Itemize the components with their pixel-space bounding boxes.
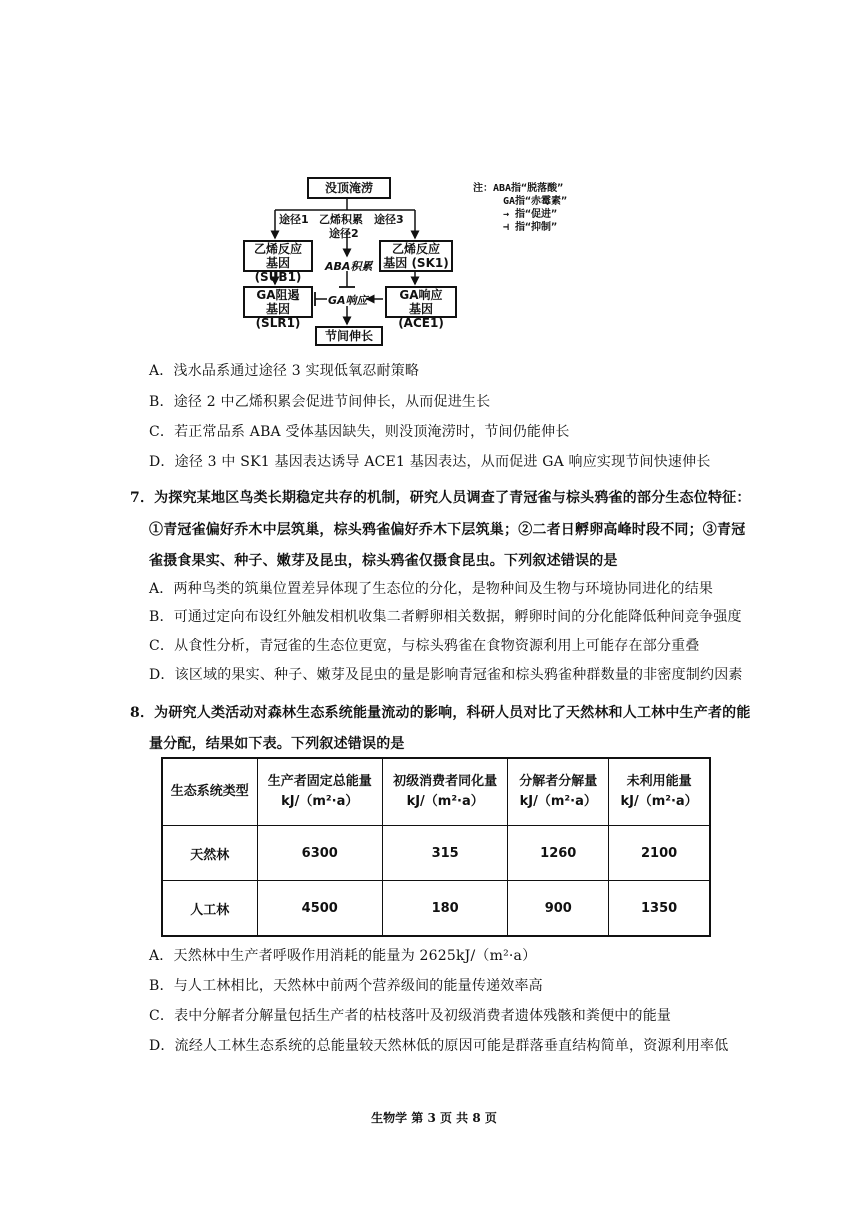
cell-unused: 2100 [609,826,710,881]
note-line-1: 注：ABA指“脱落酸” [473,183,564,194]
q8-option-a: A．天然林中生产者呼吸作用消耗的能量为 2625kJ/（m²·a） [149,948,537,964]
header-producer-unit: kJ/（m²·a） [281,794,359,809]
slr1-gene-box [243,286,313,330]
energy-table [161,757,711,937]
cell-producer: 4500 [257,881,382,937]
page-footer: 生物学 第 3 页 共 8 页 [371,1111,497,1125]
q7-option-d: D．该区域的果实、种子、嫩芽及昆虫的量是影响青冠雀和棕头鸦雀种群数量的非密度制约因素 [149,667,743,683]
q7-stem-line-2: ①青冠雀偏好乔木中层筑巢，棕头鸦雀偏好乔木下层筑巢；②二者日孵卵高峰时段不同；③青冠 [149,522,746,538]
header-unused [609,758,710,826]
table-header-row [162,758,710,826]
sub1-gene-box [243,240,313,284]
aba-label: ABA积累 [325,260,373,273]
q8-option-d: D．流经人工林生态系统的总能量较天然林低的原因可能是群落垂直结构简单，资源利用率低 [149,1038,729,1054]
q8-option-b: B．与人工林相比，天然林中前两个营养级间的能量传递效率高 [149,978,543,994]
q6-option-a: A．浅水品系通过途径 3 实现低氧忍耐策略 [149,363,420,379]
note-line-3: → 指“促进” [503,209,558,220]
q7-stem-line-1: 7．为探究某地区鸟类长期稳定共存的机制，研究人员调查了青冠雀与棕头鸦雀的部分生态位特征： [130,490,751,506]
internode-elongation-box: 节间伸长 [315,326,383,346]
cell-decomposer: 900 [508,881,609,937]
ace1-line1: GA响应 [399,288,443,302]
q8-stem-line-2: 量分配，结果如下表。下列叙述错误的是 [149,736,405,752]
path3-label: 途径3 [374,213,404,226]
header-decomposer-label: 分解者分解量 [519,774,598,789]
q8-option-c: C．表中分解者分解量包括生产者的枯枝落叶及初级消费者遗体残骸和粪便中的能量 [149,1008,672,1024]
cell-decomposer: 1260 [508,826,609,881]
sub1-line2: 基因 (SUB1) [254,256,302,284]
path2-label: 途径2 [329,227,359,240]
cell-type: 天然林 [162,826,257,881]
q7-option-a: A．两种鸟类的筑巢位置差异体现了生态位的分化，是物种间及生物与环境协同进化的结果 [149,581,714,597]
header-unused-unit: kJ/（m²·a） [620,794,698,809]
cell-consumer: 315 [382,826,507,881]
table-row [162,826,710,881]
cell-type: 人工林 [162,881,257,937]
diagram-note [473,182,567,234]
note-line-4: ⊣ 指“抑制” [503,222,558,233]
pathway-diagram [235,172,475,347]
header-producer-label: 生产者固定总能量 [267,774,372,789]
path1-label: 途径1 [279,213,309,226]
cell-unused: 1350 [609,881,710,937]
q7-option-b: B．可通过定向布设红外触发相机收集二者孵卵相关数据，孵卵时间的分化能降低种间竞争强度 [149,609,742,625]
header-consumer [382,758,507,826]
slr1-line2: 基因 (SLR1) [255,302,301,330]
ethylene-label: 乙烯积累 [319,213,363,226]
sk1-line1: 乙烯反应 [391,242,440,256]
sk1-gene-box [379,240,453,272]
note-line-2: GA指“赤霉素” [503,196,568,207]
q7-option-c: C．从食性分析，青冠雀的生态位更宽，与棕头鸦雀在食物资源利用上可能存在部分重叠 [149,638,700,654]
cell-consumer: 180 [382,881,507,937]
slr1-line1: GA阻遏 [256,288,300,302]
header-consumer-unit: kJ/（m²·a） [406,794,484,809]
q8-stem-line-1: 8．为研究人类活动对森林生态系统能量流动的影响，科研人员对比了天然林和人工林中生产者的能 [130,705,751,721]
q6-option-b: B．途径 2 中乙烯积累会促进节间伸长，从而促进生长 [149,394,491,410]
header-type [162,758,257,826]
q7-stem-line-3: 雀摄食果实、种子、嫩芽及昆虫，棕头鸦雀仅摄食昆虫。下列叙述错误的是 [149,553,618,569]
q6-option-c: C．若正常品系 ABA 受体基因缺失，则没顶淹涝时，节间仍能伸长 [149,424,570,440]
header-decomposer-unit: kJ/（m²·a） [519,794,597,809]
header-consumer-label: 初级消费者同化量 [393,774,498,789]
header-unused-label: 未利用能量 [626,774,692,789]
sub1-line1: 乙烯反应 [253,242,302,256]
ace1-gene-box [385,286,457,330]
flooding-box: 没顶淹涝 [307,177,391,199]
sk1-line2: 基因 (SK1) [383,256,449,270]
q6-option-d: D．途径 3 中 SK1 基因表达诱导 ACE1 基因表达，从而促进 GA 响应实现节间快速伸长 [149,454,711,470]
header-producer [257,758,382,826]
ace1-line2: 基因 (ACE1) [398,302,444,330]
header-decomposer [508,758,609,826]
table-row [162,881,710,937]
header-type-label: 生态系统类型 [170,784,249,799]
ga-response-label: GA响应 [328,294,368,307]
cell-producer: 6300 [257,826,382,881]
